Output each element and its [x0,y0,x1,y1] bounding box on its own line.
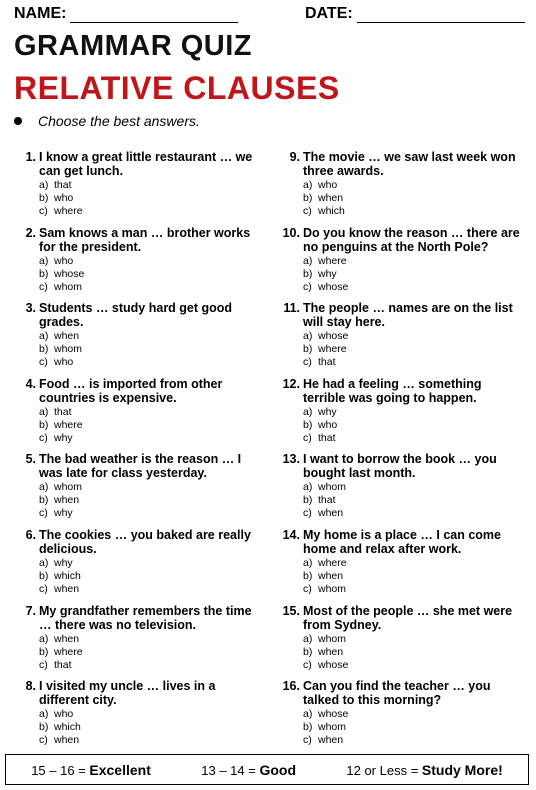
answer-option[interactable] [39,583,81,596]
answer-options [303,557,347,596]
option-letter: c) [303,582,312,595]
option-text: whose [318,280,349,293]
option-text: when [54,494,80,507]
answer-options [303,481,346,520]
question-text: I want to borrow the book … you bought last month. [303,452,497,481]
option-letter: b) [303,267,313,280]
option-text: when [318,507,344,520]
question-item [14,377,264,453]
option-letter: a) [39,179,49,191]
answer-option[interactable] [303,481,346,494]
option-text: which [54,721,81,734]
question-text: The bad weather is the reason … I was late for class yesterday. [39,452,242,481]
answer-option[interactable] [303,494,346,507]
date-field[interactable] [305,5,525,23]
option-letter: b) [39,343,49,356]
question-text: The movie … we saw last week won three awards. [303,150,516,178]
question-item [278,150,528,226]
score-label: Study More! [421,761,503,778]
question-text: I visited my uncle … lives in a different city. [39,679,216,708]
score-excellent [31,762,151,778]
question-number: 15. [282,603,300,618]
answer-option[interactable] [39,507,82,520]
answer-option[interactable] [39,406,83,419]
question-text: Most of the people … she met were from Sydney. [303,603,513,632]
answer-option[interactable] [39,721,81,734]
option-text: who [318,179,338,191]
answer-option[interactable] [303,192,345,205]
date-line[interactable] [357,8,525,23]
answer-option[interactable] [39,708,81,721]
question-item [14,528,264,604]
question-number: 5. [25,452,36,467]
option-text: when [318,645,344,658]
answer-option[interactable] [303,557,347,570]
quiz-subtitle: RELATIVE CLAUSES [14,70,340,106]
answer-options [39,557,81,596]
option-letter: b) [303,343,313,356]
option-letter: a) [39,481,49,494]
question-text: Students … study hard get good grades. [39,301,233,330]
answer-option[interactable] [303,419,337,432]
answer-options [303,708,348,747]
option-letter: c) [39,356,48,369]
option-letter: c) [303,205,312,217]
option-letter: c) [303,356,312,369]
option-text: whose [318,708,349,721]
question-item [14,604,264,680]
question-item [278,604,528,680]
option-letter: a) [39,405,49,418]
name-line[interactable] [70,8,238,23]
option-letter: a) [303,330,313,343]
option-text: why [54,556,73,569]
option-text: when [318,734,344,747]
question-item [278,377,528,453]
option-letter: b) [303,418,313,431]
score-label: Excellent [89,761,151,778]
answer-option[interactable] [303,507,346,520]
option-text: who [54,356,74,369]
option-letter: b) [303,569,313,582]
question-text: Can you find the teacher … you talked to this morning? [303,679,491,708]
option-text: why [54,507,73,520]
question-column-left [14,150,264,755]
option-text: whose [318,658,349,671]
option-text: why [318,405,337,418]
quiz-title: GRAMMAR QUIZ [14,30,252,62]
question-number: 9. [289,150,300,164]
bullet-icon [14,117,22,125]
option-letter: c) [303,431,312,444]
option-text: which [318,205,345,217]
option-text: when [54,734,80,747]
answer-options [39,708,81,747]
question-number: 8. [25,679,36,694]
option-letter: c) [303,734,312,747]
answer-options [303,633,348,672]
answer-options [39,633,83,672]
option-text: where [54,205,83,217]
option-text: whom [318,721,347,734]
option-text: where [318,556,347,569]
question-number: 6. [25,527,36,542]
question-text: Sam knows a man … brother works for the president. [39,225,251,254]
answer-option[interactable] [303,179,345,192]
question-number: 1. [25,150,36,164]
answer-option[interactable] [39,419,83,432]
option-letter: c) [303,507,312,520]
answer-option[interactable] [39,205,83,218]
answer-option[interactable] [39,570,81,583]
answer-option[interactable] [39,481,82,494]
score-range: 12 or Less = [346,762,419,778]
option-text: which [54,569,81,582]
option-letter: c) [39,582,48,595]
option-text: why [54,431,73,444]
option-text: when [54,632,80,645]
answer-options [303,179,345,218]
date-label: DATE: [305,5,353,22]
answer-option[interactable] [39,330,82,343]
option-letter: b) [303,494,313,507]
answer-option[interactable] [39,255,84,268]
question-text: He had a feeling … something terrible was going to happen. [303,376,482,405]
answer-option[interactable] [303,659,348,672]
option-letter: c) [303,658,312,671]
option-text: why [318,267,337,280]
question-text: The people … names are on the list will stay here. [303,301,513,330]
answer-option[interactable] [303,205,345,218]
option-letter: a) [303,632,313,645]
question-number: 4. [25,376,36,391]
score-label: Good [259,761,296,778]
score-range: 15 – 16 = [31,762,86,778]
score-range: 13 – 14 = [201,762,256,778]
question-text: I know a great little restaurant … we can get lunch. [39,150,253,178]
question-number: 7. [25,603,36,618]
option-text: when [318,192,344,204]
question-item [14,452,264,528]
answer-option[interactable] [303,281,348,294]
question-item [278,679,528,755]
name-label: NAME: [14,5,67,22]
option-letter: a) [39,330,49,343]
answer-option[interactable] [39,494,82,507]
option-letter: c) [39,658,48,671]
answer-option[interactable] [39,343,82,356]
question-item [14,679,264,755]
option-text: when [54,330,80,343]
question-number: 3. [25,301,36,316]
answer-option[interactable] [303,633,348,646]
name-field[interactable] [14,5,238,23]
question-text: Do you know the reason … there are no penguins at the North Pole? [303,225,520,254]
question-text: The cookies … you baked are really delicious. [39,527,251,556]
option-text: that [318,431,336,444]
question-item [278,528,528,604]
option-text: that [54,405,72,418]
option-letter: b) [39,494,49,507]
answer-options [303,406,337,445]
question-item [278,452,528,528]
option-text: whom [54,481,83,494]
question-item [278,226,528,302]
option-letter: a) [303,708,313,721]
instruction-text: Choose the best answers. [38,113,200,129]
answer-option[interactable] [303,268,348,281]
question-item [14,226,264,302]
option-letter: a) [303,481,313,494]
option-text: whose [318,330,349,343]
score-good [201,762,296,778]
question-column-right [278,150,528,755]
answer-option[interactable] [303,432,337,445]
answer-option[interactable] [39,646,83,659]
option-text: when [318,569,344,582]
question-item [14,301,264,377]
option-letter: c) [39,507,48,520]
option-text: who [54,708,74,721]
option-text: where [54,645,83,658]
option-letter: b) [303,192,313,204]
answer-options [39,255,84,294]
answer-option[interactable] [303,583,347,596]
option-text: whom [318,632,347,645]
option-letter: a) [303,179,313,191]
question-text: My home is a place … I can come home and relax after work. [303,527,501,556]
option-letter: b) [303,645,313,658]
option-letter: b) [39,569,49,582]
answer-option[interactable] [39,734,81,747]
option-text: whose [54,267,85,280]
answer-option[interactable] [303,708,348,721]
answer-options [39,481,82,520]
option-letter: c) [39,431,48,444]
option-text: whom [318,481,347,494]
option-text: whom [318,582,347,595]
option-letter: a) [303,405,313,418]
question-number: 2. [25,225,36,240]
option-letter: a) [303,556,313,569]
option-letter: c) [303,280,312,293]
option-letter: c) [39,280,48,293]
question-number: 16. [282,679,300,694]
option-letter: a) [39,708,49,721]
answer-option[interactable] [39,432,83,445]
option-text: who [54,254,74,267]
option-letter: c) [39,205,48,217]
answer-option[interactable] [303,343,348,356]
answer-option[interactable] [39,356,82,369]
scoring-box [5,754,529,785]
answer-option[interactable] [39,192,83,205]
question-number: 11. [283,301,300,316]
option-letter: a) [303,254,313,267]
answer-option[interactable] [303,570,347,583]
answer-options [303,255,348,294]
instruction [14,113,200,129]
option-text: that [318,494,336,507]
option-letter: a) [39,556,49,569]
question-number: 12. [282,376,300,391]
question-text: My grandfather remembers the time … there was no television. [39,603,252,632]
answer-option[interactable] [303,406,337,419]
score-study-more [346,762,502,778]
option-letter: a) [39,254,49,267]
answer-options [39,406,83,445]
question-item [278,301,528,377]
answer-option[interactable] [303,330,348,343]
option-letter: c) [39,734,48,747]
option-text: that [54,179,72,191]
answer-options [39,330,82,369]
answer-option[interactable] [303,646,348,659]
option-text: who [318,418,338,431]
answer-option[interactable] [39,268,84,281]
answer-options [39,179,83,218]
question-item [14,150,264,226]
option-text: where [54,418,83,431]
answer-option[interactable] [303,255,348,268]
option-text: where [318,343,347,356]
answer-option[interactable] [39,179,83,192]
answer-option[interactable] [39,659,83,672]
answer-option[interactable] [39,633,83,646]
option-text: whom [54,280,83,293]
option-text: that [54,658,72,671]
option-letter: b) [39,267,49,280]
answer-option[interactable] [303,734,348,747]
option-text: when [54,582,80,595]
question-text: Food … is imported from other countries is expensive. [39,376,223,405]
option-letter: b) [303,721,313,734]
option-text: where [318,254,347,267]
question-number: 13. [282,452,300,467]
answer-option[interactable] [39,557,81,570]
answer-options [303,330,348,369]
option-letter: b) [39,418,49,431]
option-text: who [54,192,74,204]
option-letter: a) [39,632,49,645]
question-number: 10. [282,225,300,240]
answer-option[interactable] [39,281,84,294]
option-letter: b) [39,645,49,658]
answer-option[interactable] [303,721,348,734]
option-text: that [318,356,336,369]
option-text: whom [54,343,83,356]
option-letter: b) [39,192,49,204]
question-number: 14. [282,527,300,542]
answer-option[interactable] [303,356,348,369]
option-letter: b) [39,721,49,734]
